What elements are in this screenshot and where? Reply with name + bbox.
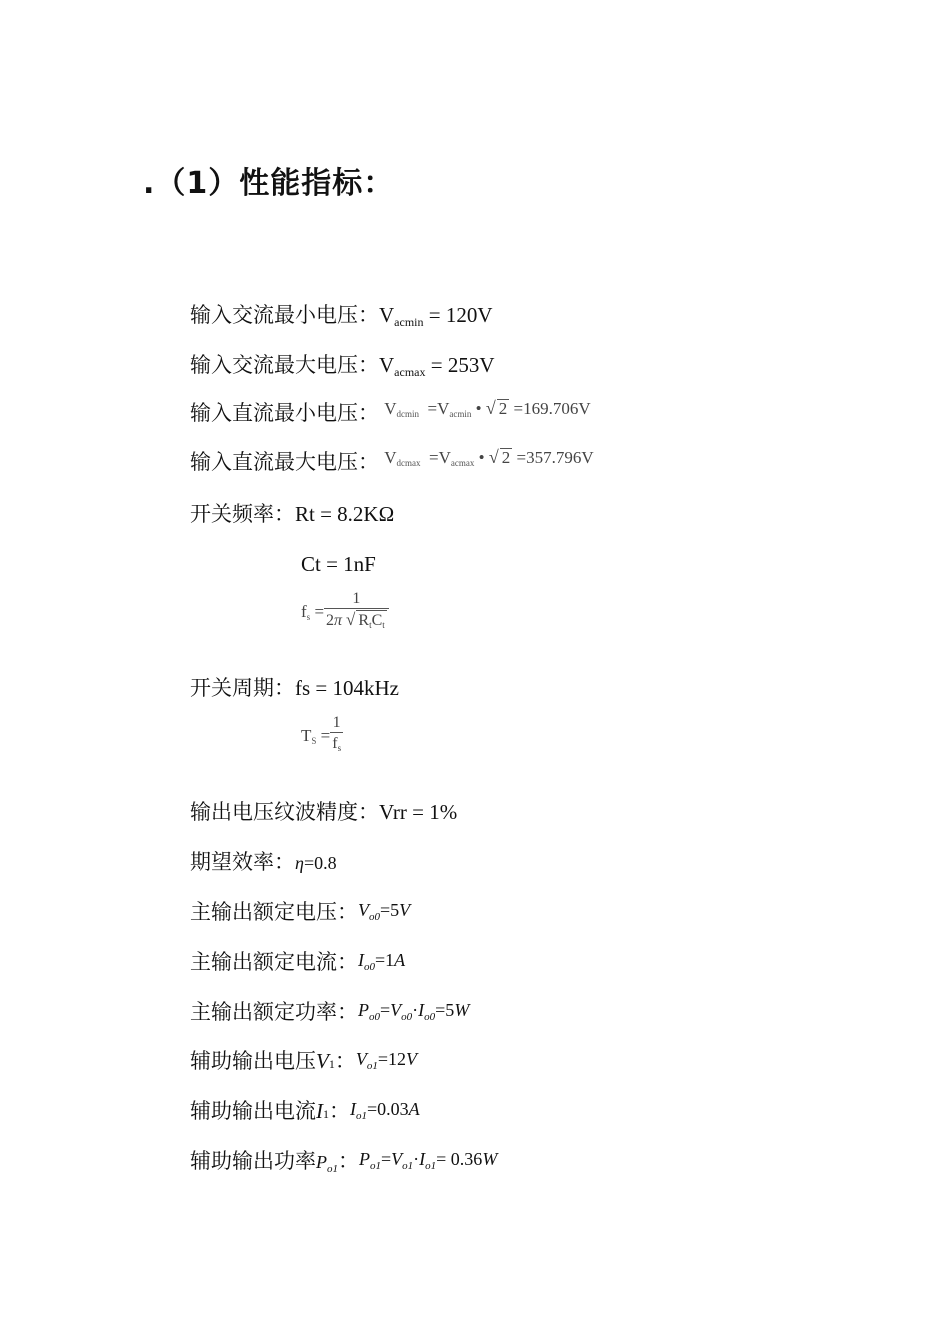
fs-fraction: $\frac{1}{\text{2π √ RtCt}}$ bbox=[324, 590, 389, 635]
vac-max-value: = 253V bbox=[425, 353, 495, 377]
fsw-label: 开关频率： bbox=[190, 502, 295, 526]
main-p-label: 主输出额定功率： bbox=[190, 1000, 358, 1024]
period-line bbox=[190, 678, 399, 699]
ripple-value: Vrr = 1% bbox=[379, 800, 458, 824]
vac-max-symbol: V bbox=[379, 353, 395, 377]
fs-formula: $f_s$ = $\frac{1}{\text{2π √ RtCt}}$ bbox=[301, 590, 389, 635]
ripple-line bbox=[190, 802, 457, 823]
section-heading: .（1）性能指标： bbox=[143, 166, 395, 201]
ts-formula: $T_S$ = $\frac{1}{fs}$ bbox=[301, 714, 343, 758]
main-i-value: $I_{o0}=1A$ bbox=[358, 950, 406, 973]
vac-min-value: = 120V bbox=[423, 303, 493, 327]
aux-p-line: 辅助输出功率$P_{o1}$：$P_{o1}=V_{o1}\cdot I_{o1}= 0.36W$ bbox=[190, 1149, 498, 1175]
vac-max-line bbox=[190, 355, 495, 378]
aux-i-label: 辅助输出电流 bbox=[190, 1099, 316, 1123]
main-i-line bbox=[190, 952, 405, 976]
vdc-min-label: 输入直流最小电压： bbox=[190, 401, 379, 425]
vac-max-label: 输入交流最大电压： bbox=[190, 353, 379, 377]
ripple-label: 输出电压纹波精度： bbox=[190, 800, 379, 824]
vdc-min-line bbox=[190, 398, 591, 425]
period-fs: fs = 104kHz bbox=[295, 676, 399, 700]
fsw-rt: Rt = 8.2KΩ bbox=[295, 502, 395, 526]
vac-max-sub: acmax bbox=[394, 365, 426, 379]
aux-i-line: 辅助输出电流I1：$I_{o1}=0.03A$ bbox=[190, 1099, 420, 1123]
aux-v-label: 辅助输出电压 bbox=[190, 1049, 316, 1073]
main-i-label: 主输出额定电流： bbox=[190, 950, 358, 974]
eff-line bbox=[190, 852, 337, 873]
main-v-line bbox=[190, 902, 410, 926]
period-label: 开关周期： bbox=[190, 676, 295, 700]
aux-p-label: 辅助输出功率 bbox=[190, 1149, 316, 1173]
aux-v-line: 辅助输出电压V1：$V_{o1}=12V$ bbox=[190, 1049, 417, 1073]
vac-min-sub: acmin bbox=[394, 315, 424, 329]
aux-v-value: $V_{o1}=12V$ bbox=[355, 1049, 417, 1072]
aux-p-value: $P_{o1}=V_{o1}\cdot I_{o1}= 0.36W$ bbox=[359, 1149, 498, 1172]
main-v-label: 主输出额定电压： bbox=[190, 900, 358, 924]
fsw-ct: Ct = 1nF bbox=[301, 552, 376, 576]
vac-min-line bbox=[190, 305, 493, 328]
vdc-max-equation: Vdcmax =Vacmax • √ 2 =357.796V bbox=[384, 447, 594, 468]
main-v-value: $V_{o0}=5V$ bbox=[358, 900, 411, 923]
vdc-min-equation: Vdcmin =Vacmin • √ 2 =169.706V bbox=[384, 398, 591, 419]
main-p-line bbox=[190, 1002, 469, 1026]
eff-value: η=0.8 bbox=[295, 853, 337, 873]
fsw-line bbox=[190, 504, 394, 525]
aux-i-value: $I_{o1}=0.03A$ bbox=[350, 1099, 420, 1122]
vac-min-label: 输入交流最小电压： bbox=[190, 303, 379, 327]
vdc-max-line bbox=[190, 447, 594, 474]
main-p-value: $P_{o0}=V_{o0}\cdot I_{o0}=5W$ bbox=[358, 1000, 470, 1023]
eff-label: 期望效率： bbox=[190, 850, 295, 874]
vdc-max-label: 输入直流最大电压： bbox=[190, 450, 379, 474]
vac-min-symbol: V bbox=[379, 303, 395, 327]
ts-fraction: $\frac{1}{fs}$ bbox=[330, 714, 343, 758]
